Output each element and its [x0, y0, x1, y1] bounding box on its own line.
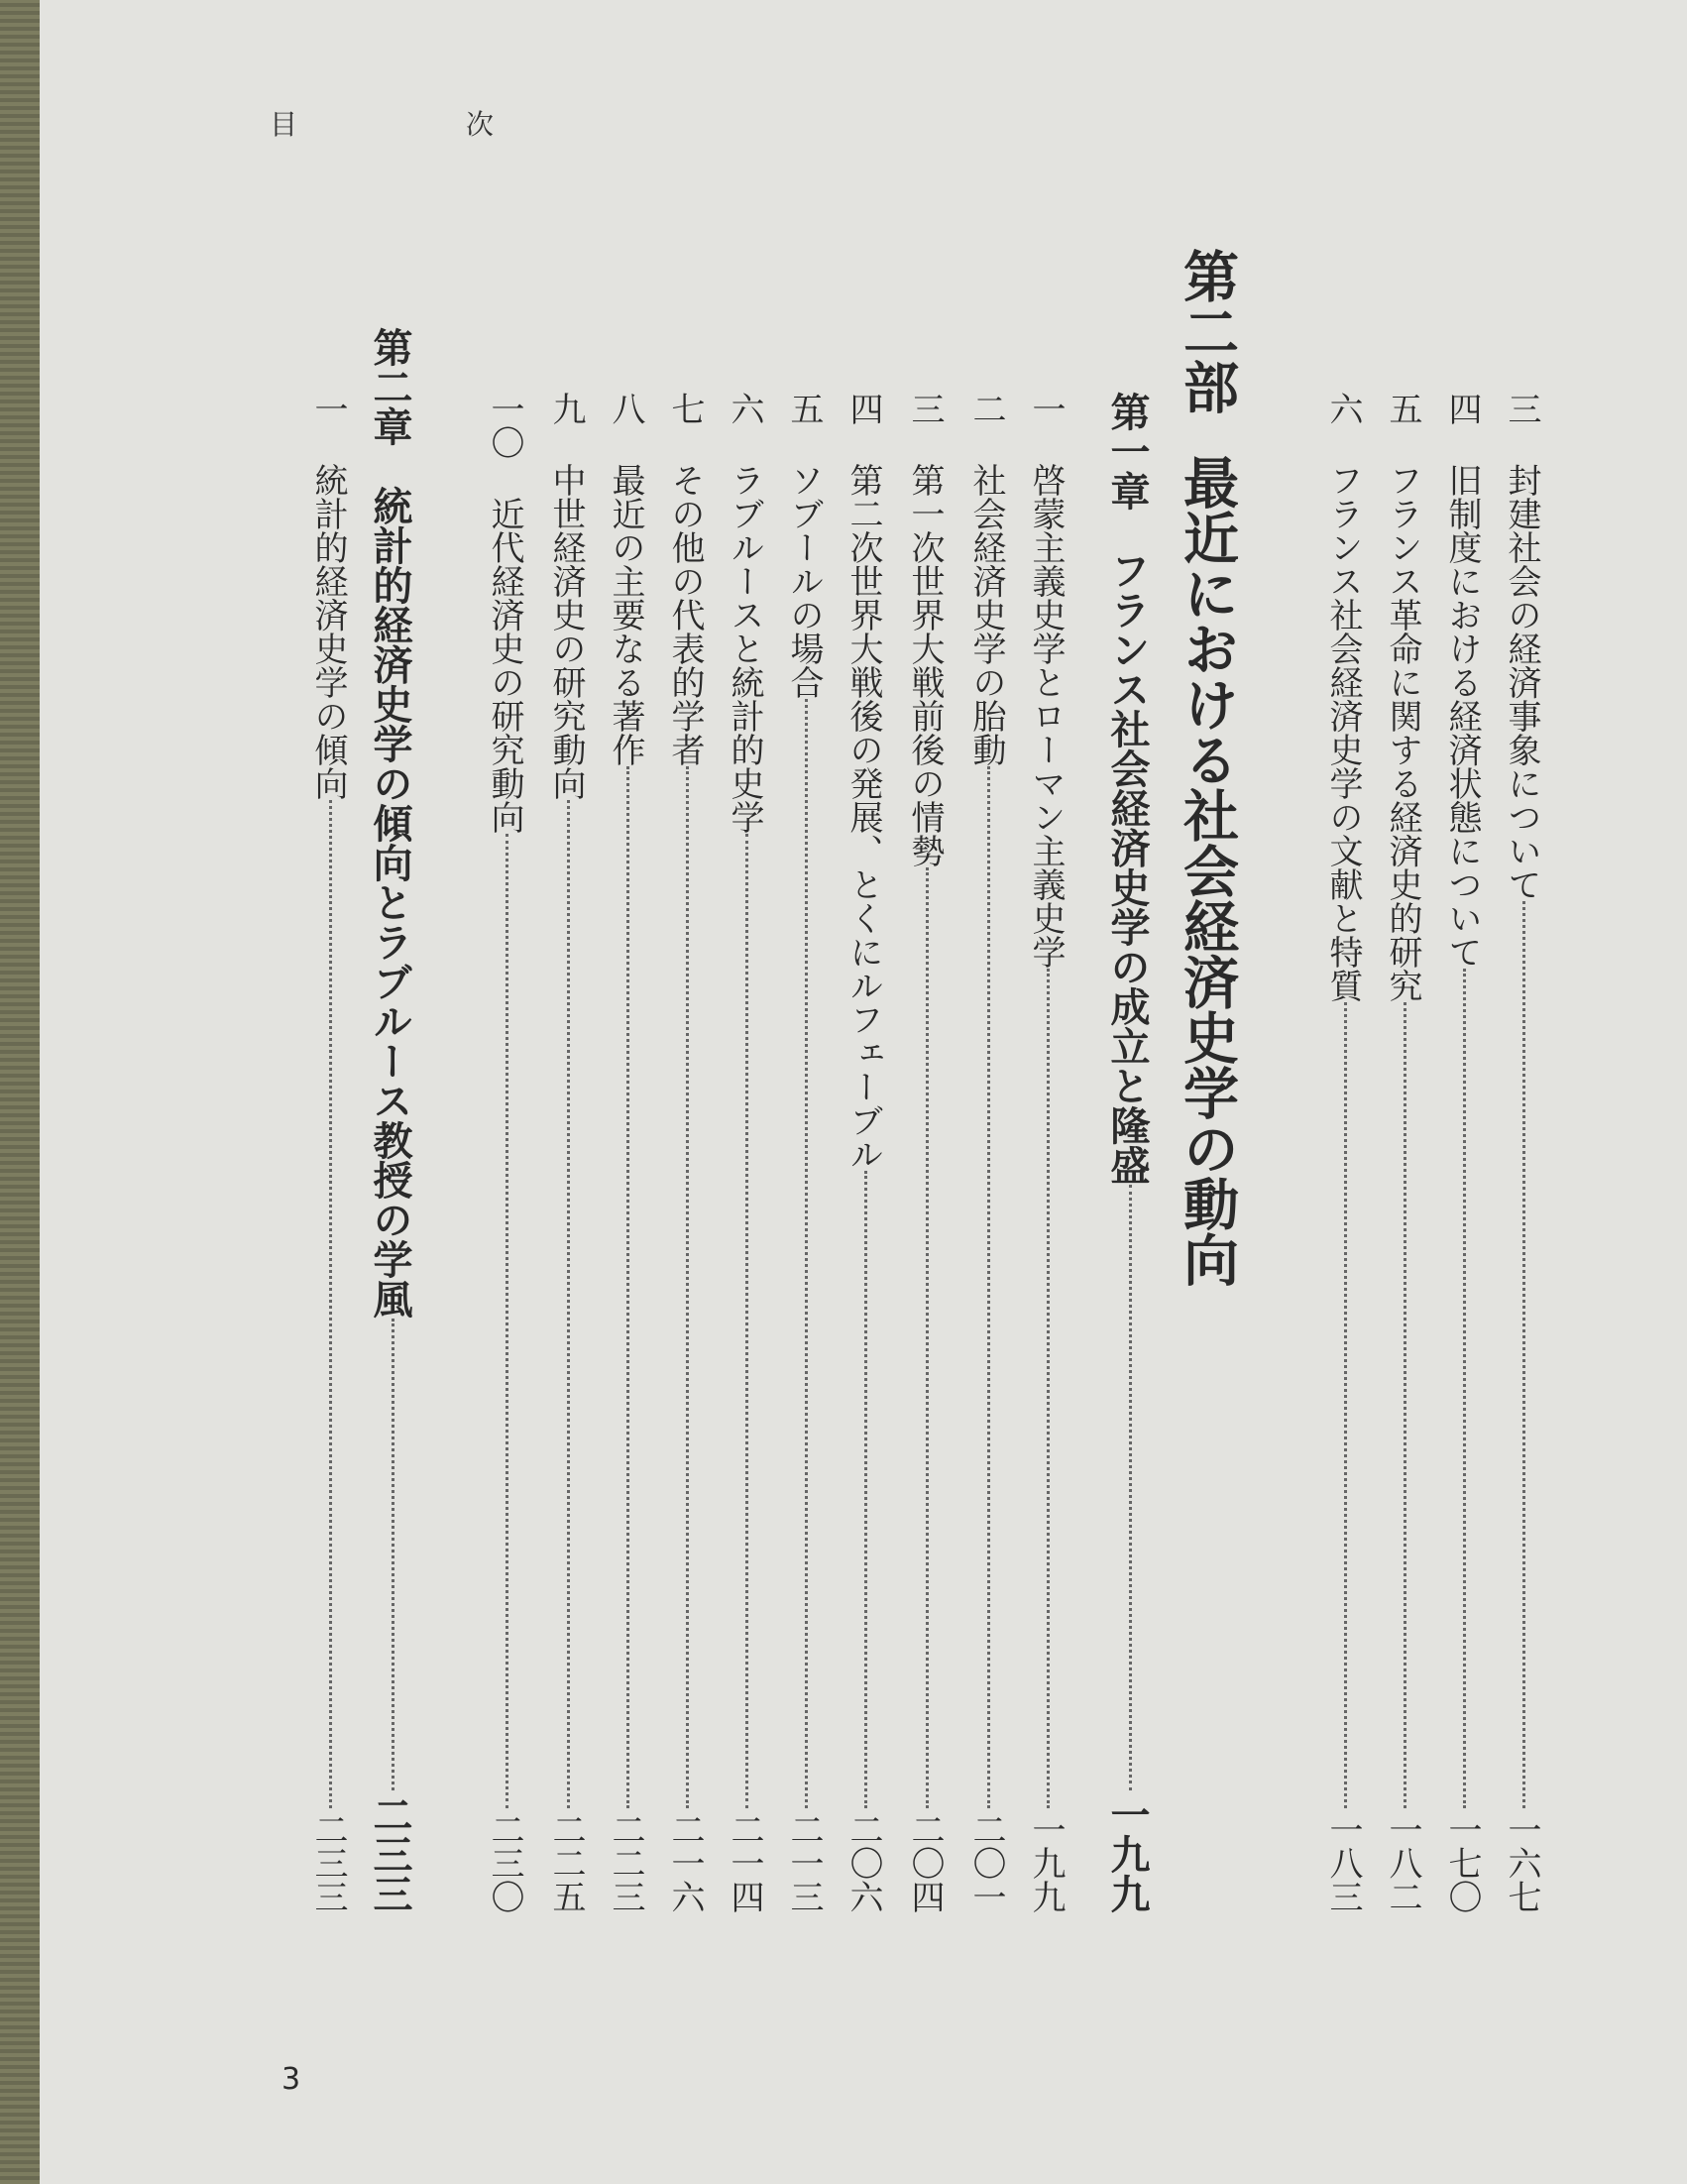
- dot-leader: [1344, 1002, 1347, 1808]
- entry-number: 七: [665, 392, 705, 425]
- entry-page: 二〇六: [844, 1812, 883, 1913]
- part-heading[interactable]: [1175, 248, 1247, 1287]
- entry-title: 封建社会の経済事象について: [1502, 463, 1541, 901]
- entry-number: 八: [606, 392, 645, 425]
- entry-title: 近代経済史の研究動向: [485, 497, 524, 834]
- entry-title: 第一次世界大戦前後の情勢: [905, 463, 945, 867]
- entry-number: 二: [966, 392, 1006, 425]
- book-spine: [0, 0, 40, 2184]
- entry-title: ラブルースと統計的史学: [725, 463, 764, 834]
- entry-number: 四: [1442, 392, 1482, 425]
- entry-title: 最近の主要なる著作: [606, 463, 645, 766]
- dot-leader: [329, 800, 332, 1808]
- toc-entry[interactable]: [484, 392, 529, 1913]
- dot-leader: [864, 1171, 867, 1808]
- toc-chapter-entry[interactable]: [367, 327, 418, 1913]
- entry-title: ソブールの場合: [784, 463, 824, 699]
- chapter-number: 第一章: [1104, 392, 1151, 511]
- header-ji: 次: [466, 108, 497, 141]
- toc-entry[interactable]: [664, 392, 710, 1913]
- entry-title: フランス社会経済史学の文献と特質: [1323, 463, 1363, 1002]
- dot-leader: [745, 834, 748, 1808]
- toc-entry[interactable]: [1322, 392, 1368, 1913]
- entry-number: 九: [546, 392, 586, 425]
- entry-page: 二二五: [546, 1812, 586, 1913]
- page-number: 3: [281, 2062, 301, 2097]
- toc-entry[interactable]: [724, 392, 769, 1913]
- entry-page: 一九九: [1026, 1812, 1066, 1913]
- toc-entry[interactable]: [1382, 392, 1427, 1913]
- entry-number: 一〇: [485, 392, 524, 459]
- toc-entry[interactable]: [605, 392, 650, 1913]
- chapter-page: 二三三: [367, 1794, 413, 1913]
- entry-number: 五: [784, 392, 824, 425]
- dot-leader: [392, 1319, 394, 1790]
- entry-title: 第二次世界大戦後の発展、とくにルフェーブル: [844, 463, 883, 1171]
- dot-leader: [506, 834, 508, 1808]
- dot-leader: [1522, 901, 1525, 1808]
- dot-leader: [1404, 1002, 1406, 1808]
- dot-leader: [1047, 969, 1050, 1808]
- dot-leader: [987, 766, 990, 1808]
- toc-entry[interactable]: [545, 392, 591, 1913]
- entry-page: 二一三: [784, 1812, 824, 1913]
- toc-chapter-entry[interactable]: [1104, 392, 1156, 1913]
- toc-page: [40, 0, 1687, 2184]
- entry-page: 二〇四: [905, 1812, 945, 1913]
- entry-title: 統計的経済史学の傾向: [308, 463, 348, 800]
- dot-leader: [686, 766, 689, 1808]
- dot-leader: [926, 867, 929, 1808]
- header-moku: 目: [270, 108, 300, 141]
- toc-entry[interactable]: [1501, 392, 1546, 1913]
- entry-title: 中世経済史の研究動向: [546, 463, 586, 800]
- entry-number: 三: [1502, 392, 1541, 425]
- entry-number: 四: [844, 392, 883, 425]
- dot-leader: [626, 766, 629, 1808]
- entry-page: 一七〇: [1442, 1812, 1482, 1913]
- entry-title: フランス革命に関する経済史的研究: [1383, 463, 1422, 1002]
- chapter-page: 一九九: [1104, 1794, 1151, 1913]
- entry-page: 一八三: [1323, 1812, 1363, 1913]
- dot-leader: [805, 699, 808, 1808]
- entry-page: 二一六: [665, 1812, 705, 1913]
- toc-entry[interactable]: [904, 392, 950, 1913]
- entry-title: 旧制度における経済状態について: [1442, 463, 1482, 969]
- entry-page: 一六七: [1502, 1812, 1541, 1913]
- entry-page: 二二三: [606, 1812, 645, 1913]
- part-title: 最近における社会経済史学の動向: [1175, 454, 1240, 1287]
- dot-leader: [1463, 969, 1466, 1808]
- entry-number: 三: [905, 392, 945, 425]
- chapter-title: 統計的経済史学の傾向とラブルース教授の学風: [367, 486, 413, 1319]
- entry-page: 一八二: [1383, 1812, 1422, 1913]
- chapter-title: フランス社会経済史学の成立と隆盛: [1104, 550, 1151, 1185]
- entry-title: 啓蒙主義史学とローマン主義史学: [1026, 463, 1066, 969]
- entry-page: 二三三: [308, 1812, 348, 1913]
- entry-page: 二〇一: [966, 1812, 1006, 1913]
- entry-page: 二一四: [725, 1812, 764, 1913]
- toc-entry[interactable]: [307, 392, 353, 1913]
- dot-leader: [567, 800, 570, 1808]
- entry-number: 六: [1323, 392, 1363, 425]
- toc-entry[interactable]: [965, 392, 1011, 1913]
- toc-entry[interactable]: [783, 392, 829, 1913]
- entry-number: 一: [308, 392, 348, 425]
- dot-leader: [1129, 1185, 1132, 1790]
- toc-entry[interactable]: [1025, 392, 1070, 1913]
- toc-entry[interactable]: [1441, 392, 1487, 1913]
- chapter-number: 第二章: [367, 327, 413, 446]
- entry-number: 一: [1026, 392, 1066, 425]
- part-number: 第二部: [1175, 248, 1240, 414]
- entry-number: 六: [725, 392, 764, 425]
- entry-number: 五: [1383, 392, 1422, 425]
- toc-entry[interactable]: [843, 392, 888, 1913]
- entry-title: その他の代表的学者: [665, 463, 705, 766]
- entry-title: 社会経済史学の胎動: [966, 463, 1006, 766]
- entry-page: 二三〇: [485, 1812, 524, 1913]
